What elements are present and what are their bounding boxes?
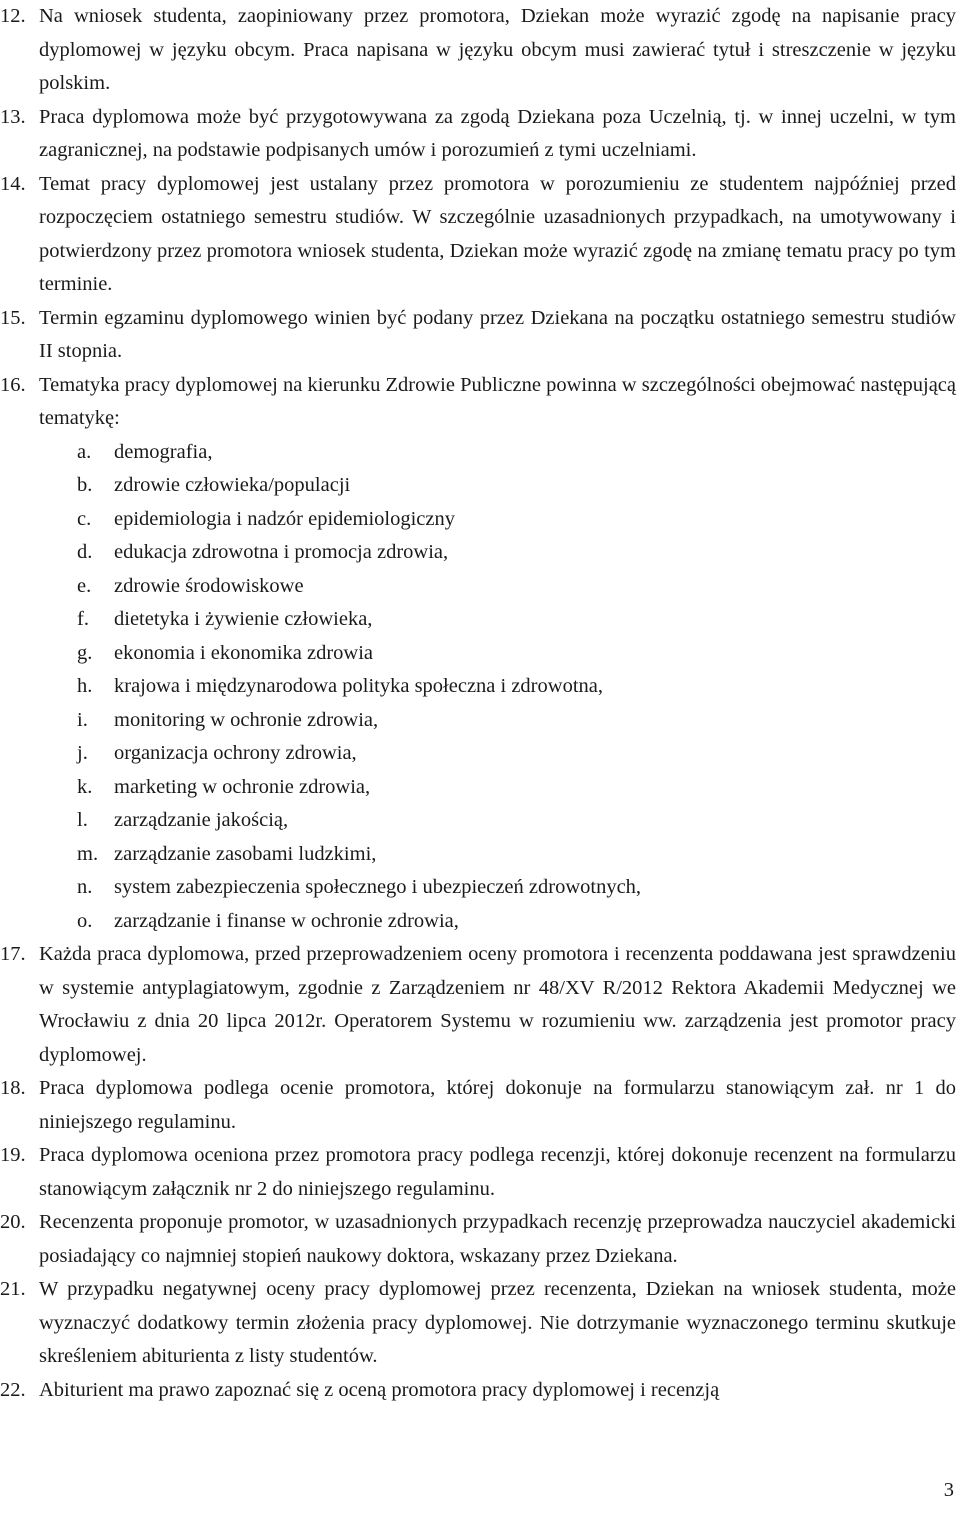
sublist-item — [0, 804, 960, 838]
sublist-item — [0, 469, 960, 503]
sublist-letter: c. — [77, 507, 92, 530]
sublist-text: zdrowie środowiskowe — [114, 574, 304, 597]
sublist-letter: f. — [77, 608, 89, 630]
item-text: Praca dyplomowa może być przygotowywana za zgodą Dziekana poza Uczelnią, tj. w innej uczelni, w tym zagranicznej, na podstawie podpisanych umów i porozumień z tymi uczelniami. — [39, 105, 956, 161]
list-item — [0, 0, 960, 101]
list-item — [0, 168, 960, 302]
sublist-item — [0, 704, 960, 738]
sublist-text: zarządzanie zasobami ludzkimi, — [114, 842, 377, 865]
sublist-item — [0, 771, 960, 805]
sublist-letter: b. — [77, 474, 93, 496]
sublist-text: krajowa i międzynarodowa polityka społeczna i zdrowotna, — [114, 675, 603, 697]
item-number: 16. — [0, 373, 26, 396]
sublist-text: dietetyka i żywienie człowieka, — [114, 608, 373, 630]
item-text: Każda praca dyplomowa, przed przeprowadzeniem oceny promotora i recenzenta poddawana jest sprawdzeniu w systemie antyplagiatowym, zgodnie z Zarządzeniem nr 48/XV R/2012 Rektora Akademii Medycznej we Wrocławiu z dnia 20 lipca 2012r. Operatorem Systemu w rozumieniu ww. zarządzenia jest promotor pracy dyplomowej. — [39, 943, 956, 1066]
item-number: 20. — [0, 1211, 26, 1233]
list-item — [0, 1273, 960, 1374]
item-text: Abiturient ma prawo zapoznać się z oceną promotora pracy dyplomowej i recenzją — [39, 1378, 720, 1401]
sublist-letter: l. — [77, 809, 88, 831]
list-item — [0, 369, 960, 436]
item-number: 22. — [0, 1378, 26, 1401]
list-item — [0, 302, 960, 369]
sublist-item — [0, 905, 960, 939]
sublist-text: system zabezpieczenia społecznego i ubezpieczeń zdrowotnych, — [114, 876, 642, 898]
sublist-letter: a. — [77, 440, 92, 463]
sublist-letter: k. — [77, 775, 93, 798]
sublist-letter: e. — [77, 574, 92, 597]
sublist-item — [0, 503, 960, 537]
sublist-item — [0, 436, 960, 470]
item-text: Na wniosek studenta, zaopiniowany przez promotora, Dziekan może wyrazić zgodę na napisanie pracy dyplomowej w języku obcym. Praca napisana w języku obcym musi zawierać tytuł i streszczenie w języku polskim. — [39, 5, 956, 94]
item-text: Praca dyplomowa podlega ocenie promotora, której dokonuje na formularzu stanowiącym zał. nr 1 do niniejszego regulaminu. — [39, 1077, 956, 1133]
sublist-text: organizacja ochrony zdrowia, — [114, 742, 357, 764]
sublist-letter: g. — [77, 641, 93, 664]
sublist-item — [0, 871, 960, 905]
sublist-text: marketing w ochronie zdrowia, — [114, 775, 371, 798]
sublist-text: zdrowie człowieka/populacji — [114, 474, 351, 496]
sublist-letter: i. — [77, 708, 88, 731]
item-text: Recenzenta proponuje promotor, w uzasadnionych przypadkach recenzję przeprowadza nauczyciel akademicki posiadający co najmniej stopień naukowy doktora, wskazany przez Dziekana. — [39, 1211, 956, 1267]
sublist-item — [0, 536, 960, 570]
sublist-text: edukacja zdrowotna i promocja zdrowia, — [114, 541, 449, 563]
list-item — [0, 1072, 960, 1139]
item-number: 18. — [0, 1077, 26, 1099]
sublist-item — [0, 737, 960, 771]
sublist-text: zarządzanie i finanse w ochronie zdrowia, — [114, 909, 459, 932]
sublist-item — [0, 670, 960, 704]
sublist-letter: h. — [77, 675, 93, 697]
page-number: 3 — [943, 1479, 954, 1501]
item-text: Termin egzaminu dyplomowego winien być podany przez Dziekana na początku ostatniego semestru studiów II stopnia. — [39, 306, 956, 362]
list-item — [0, 1374, 960, 1408]
sublist-item — [0, 838, 960, 872]
item-number: 13. — [0, 105, 26, 128]
list-item — [0, 101, 960, 168]
item-text: Tematyka pracy dyplomowej na kierunku Zdrowie Publiczne powinna w szczególności obejmować następującą tematykę: — [39, 373, 956, 429]
sublist-letter: o. — [77, 909, 93, 932]
topic-sublist — [0, 436, 960, 939]
sublist-item — [0, 637, 960, 671]
sublist-letter: d. — [77, 541, 93, 563]
sublist-letter: n. — [77, 876, 93, 898]
sublist-text: demografia, — [114, 440, 213, 463]
item-number: 12. — [0, 5, 26, 27]
sublist-text: ekonomia i ekonomika zdrowia — [114, 641, 374, 664]
item-text: W przypadku negatywnej oceny pracy dyplomowej przez recenzenta, Dziekan na wniosek studenta, może wyznaczyć dodatkowy termin złożenia pracy dyplomowej. Nie dotrzymanie wyznaczonego terminu skutkuje skreśleniem abiturienta z listy studentów. — [39, 1278, 956, 1367]
list-item — [0, 1139, 960, 1206]
sublist-text: monitoring w ochronie zdrowia, — [114, 708, 379, 731]
sublist-text: epidemiologia i nadzór epidemiologiczny — [114, 507, 455, 530]
item-number: 21. — [0, 1278, 26, 1300]
list-item — [0, 1206, 960, 1273]
sublist-text: zarządzanie jakością, — [114, 809, 289, 831]
sublist-letter: j. — [77, 742, 88, 764]
item-number: 17. — [0, 943, 26, 965]
item-text: Temat pracy dyplomowej jest ustalany przez promotora w porozumieniu ze studentem najpóźniej przed rozpoczęciem ostatniego semestru studiów. W szczególnie uzasadnionych przypadkach, na umotywowany i potwierdzony przez promotora wniosek studenta, Dziekan może wyrazić zgodę na zmianę tematu pracy po tym terminie. — [39, 172, 956, 295]
list-item — [0, 938, 960, 1072]
item-number: 14. — [0, 172, 26, 195]
item-number: 19. — [0, 1144, 26, 1166]
item-number: 15. — [0, 306, 26, 329]
sublist-letter: m. — [77, 842, 99, 865]
sublist-item — [0, 570, 960, 604]
item-text: Praca dyplomowa oceniona przez promotora pracy podlega recenzji, której dokonuje recenzent na formularzu stanowiącym załącznik nr 2 do niniejszego regulaminu. — [39, 1144, 956, 1200]
sublist-item — [0, 603, 960, 637]
